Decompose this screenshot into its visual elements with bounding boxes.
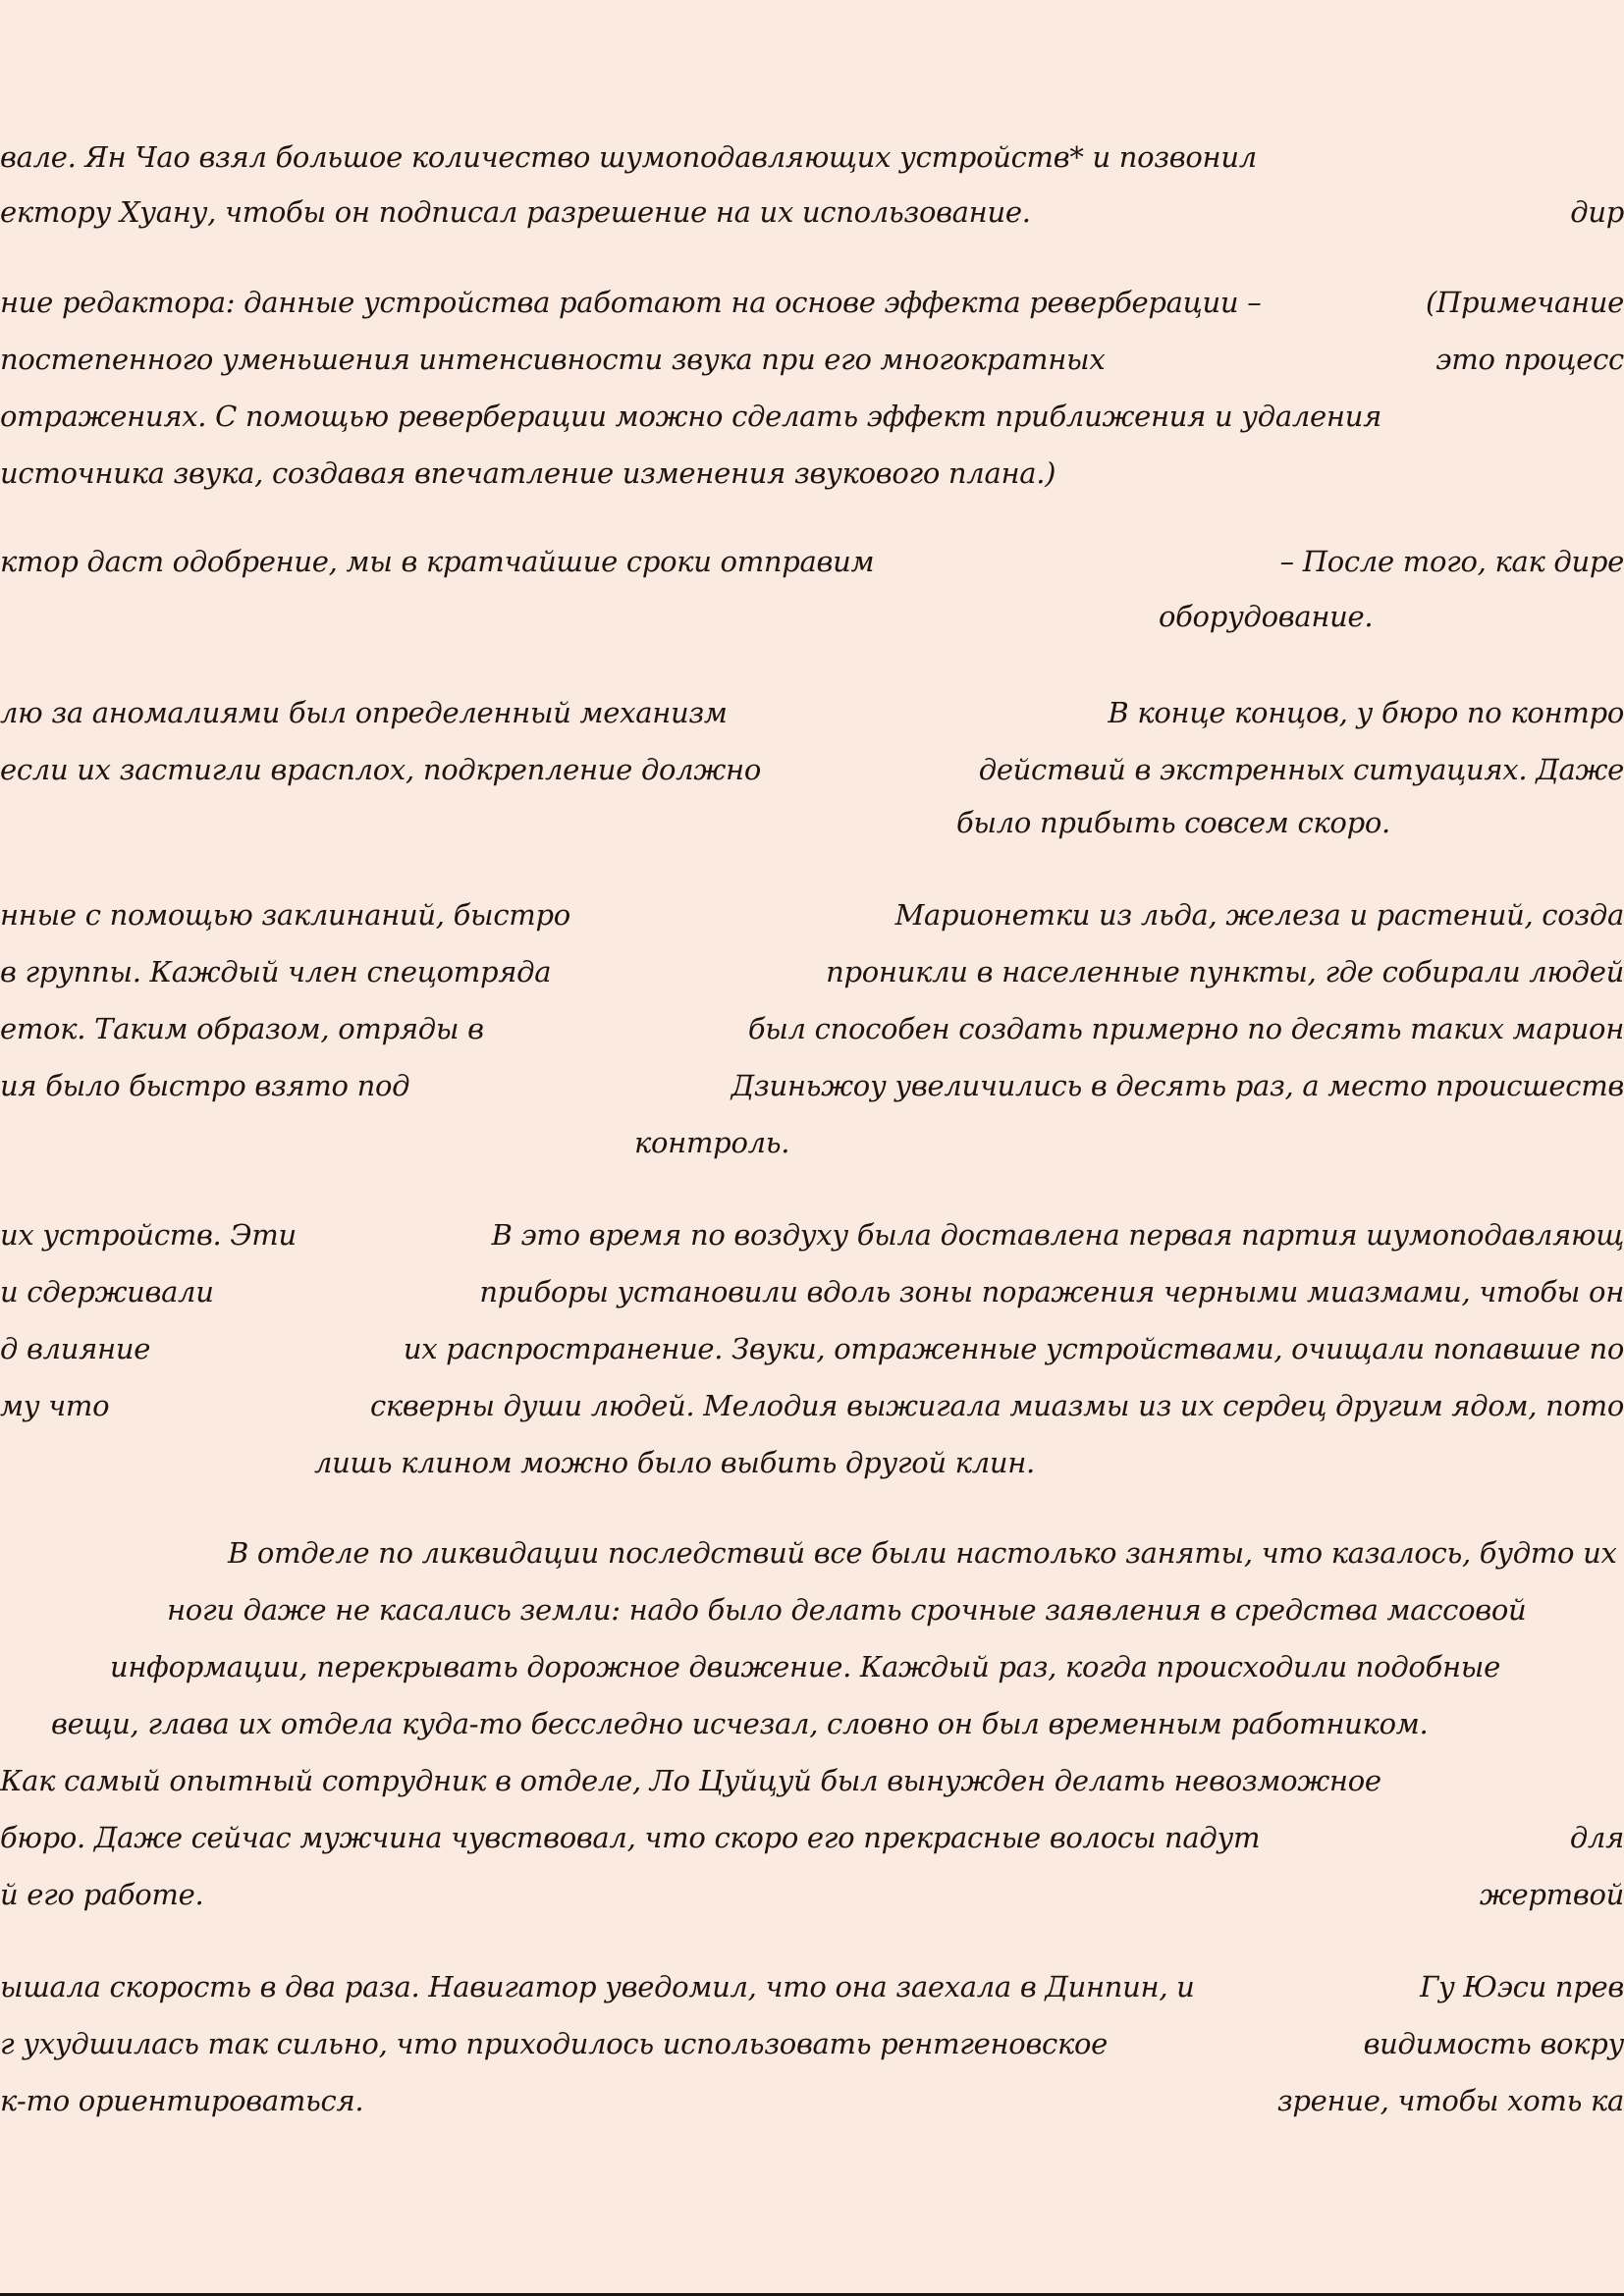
text-line: ктор даст одобрение, мы в кратчайшие сроки отправим bbox=[0, 545, 875, 578]
text-line: ние редактора: данные устройства работают на основе эффекта реверберации – bbox=[0, 286, 1262, 319]
text-line: дир bbox=[1570, 195, 1624, 229]
text-line: в группы. Каждый член спецотряда bbox=[0, 955, 552, 988]
text-line: Гу Юэси прев bbox=[1420, 1970, 1624, 2003]
text-line: му что bbox=[0, 1389, 110, 1422]
text-line: действий в экстренных ситуациях. Даже bbox=[978, 753, 1624, 786]
text-line: источника звука, создавая впечатление изменения звукового плана.) bbox=[0, 456, 1056, 490]
text-line: еток. Таким образом, отряды в bbox=[0, 1012, 484, 1045]
text-line: вале. Ян Чао взял большое количество шумоподавляющих устройств* и позвонил bbox=[0, 140, 1257, 174]
text-line: информации, перекрывать дорожное движение. Каждый раз, когда происходили подобные bbox=[110, 1650, 1500, 1683]
text-line: д влияние bbox=[0, 1332, 151, 1365]
text-line: (Примечание bbox=[1425, 286, 1624, 319]
text-line: бюро. Даже сейчас мужчина чувствовал, что скоро его прекрасные волосы падут bbox=[0, 1821, 1261, 1854]
text-line: В это время по воздуху была доставлена первая партия шумоподавляющ bbox=[491, 1218, 1624, 1252]
text-line: для bbox=[1569, 1821, 1624, 1854]
text-line: В отделе по ликвидации последствий все были настолько заняты, что казалось, будто их bbox=[228, 1536, 1617, 1570]
text-line: лю за аномалиями был определенный механизм bbox=[0, 696, 728, 729]
text-line: скверны души людей. Мелодия выжигала миазмы из их сердец другим ядом, пото bbox=[369, 1389, 1624, 1422]
text-line: Дзиньжоу увеличились в десять раз, а место происшеств bbox=[731, 1069, 1624, 1102]
text-line: зрение, чтобы хоть ка bbox=[1276, 2084, 1624, 2117]
text-line: если их застигли врасплох, подкрепление должно bbox=[0, 753, 761, 786]
text-line: к-то ориентироваться. bbox=[0, 2084, 364, 2117]
text-line: жертвой bbox=[1479, 1878, 1624, 1911]
text-line: было прибыть совсем скоро. bbox=[956, 806, 1390, 839]
text-line: оборудование. bbox=[1159, 600, 1374, 633]
text-line: ноги даже не касались земли: надо было делать срочные заявления в средства массовой bbox=[167, 1593, 1527, 1627]
text-line: й его работе. bbox=[0, 1878, 204, 1911]
text-line: ектору Хуану, чтобы он подписал разрешение на их использование. bbox=[0, 195, 1031, 229]
text-line: Как самый опытный сотрудник в отделе, Ло Цуйцуй был вынужден делать невозможное bbox=[0, 1764, 1381, 1797]
text-line: лишь клином можно было выбить другой клин. bbox=[314, 1446, 1035, 1479]
text-line: г ухудшилась так сильно, что приходилось использовать рентгеновское bbox=[0, 2027, 1109, 2060]
text-line: видимость вокру bbox=[1363, 2027, 1624, 2060]
text-line: их распространение. Звуки, отраженные устройствами, очищали попавшие по bbox=[403, 1332, 1624, 1365]
text-line: контроль. bbox=[634, 1126, 790, 1159]
text-line: отражениях. С помощью реверберации можно сделать эффект приближения и удаления bbox=[0, 400, 1381, 433]
text-line: их устройств. Эти bbox=[0, 1218, 297, 1252]
text-line: ия было быстро взято под bbox=[0, 1069, 410, 1102]
text-line: ышала скорость в два раза. Навигатор уведомил, что она заехала в Динпин, и bbox=[0, 1970, 1195, 2003]
text-line: нные с помощью заклинаний, быстро bbox=[0, 898, 570, 932]
text-line: это процесс bbox=[1435, 343, 1624, 376]
text-line: и сдерживали bbox=[0, 1275, 214, 1308]
text-line: был способен создать примерно по десять таких марион bbox=[747, 1012, 1624, 1045]
text-line: вещи, глава их отдела куда-то бесследно исчезал, словно он был временным работником. bbox=[51, 1707, 1429, 1740]
text-line: Марионетки из льда, железа и растений, созда bbox=[894, 898, 1624, 932]
text-line: проникли в населенные пункты, где собирали людей bbox=[826, 955, 1624, 988]
text-line: приборы установили вдоль зоны поражения черными миазмами, чтобы он bbox=[479, 1275, 1624, 1308]
text-line: В конце концов, у бюро по контро bbox=[1108, 696, 1624, 729]
text-line: постепенного уменьшения интенсивности звука при его многократных bbox=[0, 343, 1106, 376]
text-line: – После того, как дире bbox=[1279, 545, 1624, 578]
